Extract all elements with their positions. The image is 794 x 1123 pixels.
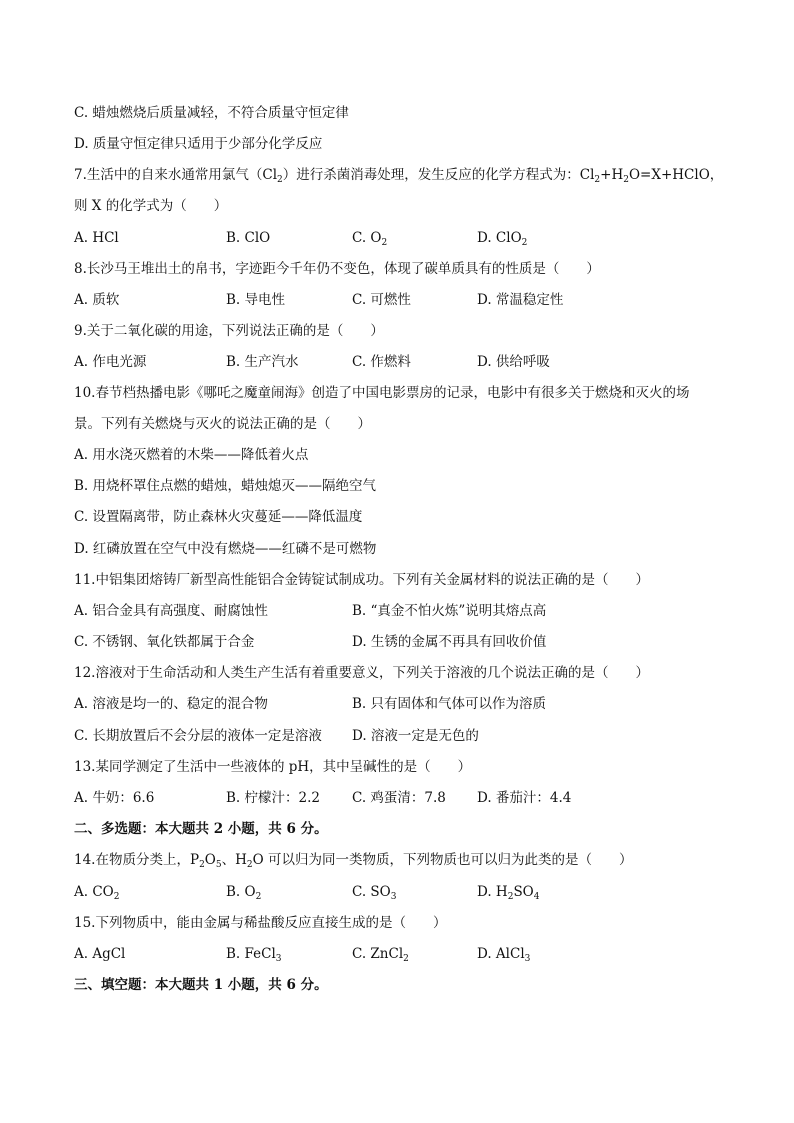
q15-stem: 15.下列物质中，能由金属与稀盐酸反应直接生成的是（ ） [74, 915, 447, 931]
q7-option-d: D. ClO$_2$ [477, 230, 528, 248]
q11-stem: 11.中铝集团熔铸厂新型高性能铝合金铸锭试制成功。下列有关金属材料的说法正确的是（ ） [74, 572, 649, 588]
q8-option-c: C. 可燃性 [352, 292, 411, 308]
q9-option-b: B. 生产汽水 [226, 354, 299, 370]
q6-option-c: C. 蜡烛燃烧后质量减轻，不符合质量守恒定律 [74, 105, 349, 121]
section-3-heading: 三、填空题：本大题共 1 小题，共 6 分。 [74, 977, 328, 993]
q13-option-b: B. 柠檬汁：2.2 [226, 790, 320, 806]
q12-option-c: C. 长期放置后不会分层的液体一定是溶液 [74, 728, 322, 744]
q10-option-c: C. 设置隔离带，防止森林火灾蔓延——降低温度 [74, 509, 363, 525]
q12-stem: 12.溶液对于生命活动和人类生产生活有着重要意义，下列关于溶液的几个说法正确的是（ ） [74, 665, 649, 681]
q15-option-a: A. AgCl [74, 946, 126, 962]
q8-option-a: A. 质软 [74, 292, 120, 308]
q13-option-a: A. 牛奶：6.6 [74, 790, 155, 806]
q10-option-d: D. 红磷放置在空气中没有燃烧——红磷不是可燃物 [74, 541, 377, 557]
q10-option-b: B. 用烧杯罩住点燃的蜡烛，蜡烛熄灭——隔绝空气 [74, 478, 377, 494]
q9-option-c: C. 作燃料 [352, 354, 411, 370]
q15-option-b: B. FeCl$_3$ [226, 946, 282, 964]
q14-option-c: C. $SO_3$ [352, 884, 397, 902]
q12-option-b: B. 只有固体和气体可以作为溶质 [352, 696, 547, 712]
q14-stem: 14.在物质分类上，$P_2O_5$、$H_2O$ 可以归为同一类物质，下列物质也可以归为此类的是（ ） [74, 852, 633, 870]
q8-option-d: D. 常温稳定性 [477, 292, 564, 308]
q7-option-c: C. $O_2$ [352, 230, 388, 248]
q13-stem: 13.某同学测定了生活中一些液体的 pH，其中呈碱性的是（ ） [74, 759, 472, 775]
q15-option-c: C. ZnCl$_2$ [352, 946, 409, 964]
q13-option-d: D. 番茄汁：4.4 [477, 790, 572, 806]
q6-option-d: D. 质量守恒定律只适用于少部分化学反应 [74, 136, 323, 152]
q8-option-b: B. 导电性 [226, 292, 286, 308]
q7-option-a: A. HCl [74, 230, 119, 246]
q11-option-b: B. “真金不怕火炼”说明其熔点高 [352, 603, 547, 619]
q10-stem-line1: 10.春节档热播电影《哪吒之魔童闹海》创造了中国电影票房的记录，电影中有很多关于燃烧和灭火的场 [74, 385, 690, 401]
q8-stem: 8.长沙马王堆出土的帛书，字迹距今千年仍不变色，体现了碳单质具有的性质是（ ） [74, 261, 600, 277]
q11-option-d: D. 生锈的金属不再具有回收价值 [352, 634, 547, 650]
q14-option-a: A. $CO_2$ [74, 884, 120, 902]
section-2-heading: 二、多选题：本大题共 2 小题，共 6 分。 [74, 821, 328, 837]
q14-option-d: D. $H_2SO_4$ [477, 884, 540, 902]
q9-option-a: A. 作电光源 [74, 354, 147, 370]
q9-option-d: D. 供给呼吸 [477, 354, 550, 370]
q12-option-a: A. 溶液是均一的、稳定的混合物 [74, 696, 268, 712]
q12-option-d: D. 溶液一定是无色的 [352, 728, 479, 744]
q14-option-b: B. $O_2$ [226, 884, 262, 902]
q7-option-b: B. ClO [226, 230, 271, 246]
q11-option-a: A. 铝合金具有高强度、耐腐蚀性 [74, 603, 268, 619]
q7-stem-line2: 则 X 的化学式为（ ） [74, 198, 228, 214]
q9-stem: 9.关于二氧化碳的用途，下列说法正确的是（ ） [74, 323, 384, 339]
q11-option-c: C. 不锈钢、氧化铁都属于合金 [74, 634, 255, 650]
q10-stem-line2: 景。下列有关燃烧与灭火的说法正确的是（ ） [74, 416, 371, 432]
q7-stem: 7.生活中的自来水通常用氯气$(Cl_2)$进行杀菌消毒处理，发生反应的化学方程式为：$Cl_2+H_2O=X+HClO$， [74, 167, 724, 185]
q10-option-a: A. 用水浇灭燃着的木柴——降低着火点 [74, 447, 309, 463]
q13-option-c: C. 鸡蛋清：7.8 [352, 790, 446, 806]
q15-option-d: D. AlCl$_3$ [477, 946, 531, 964]
